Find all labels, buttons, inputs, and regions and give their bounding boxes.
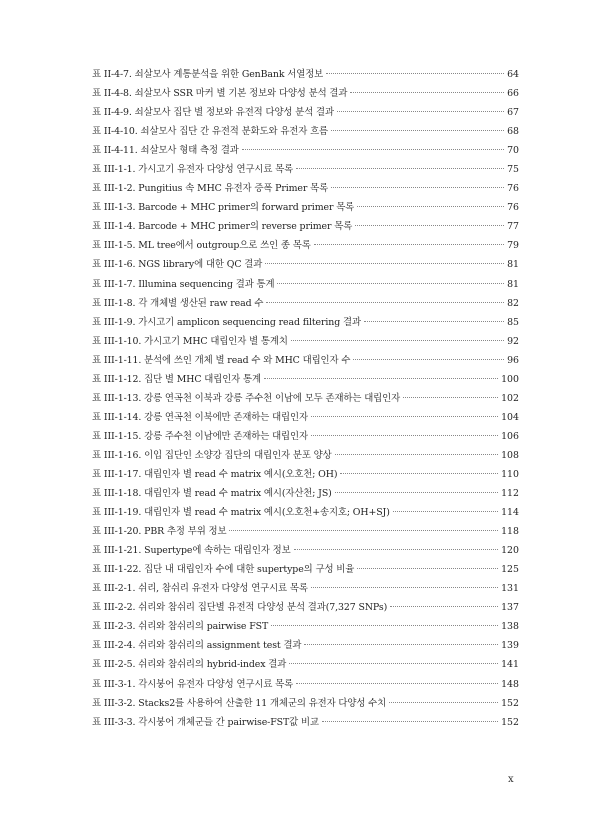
page-number: x: [508, 774, 514, 785]
toc-entry[interactable]: [92, 218, 519, 237]
toc-entry-label: 표 III-1-6. NGS library에 대한 QC 결과: [92, 259, 263, 271]
toc-entry-label: 표 III-1-20. PBR 추정 부위 정보: [92, 526, 227, 538]
toc-entry-page: 81: [507, 259, 519, 271]
dot-leader: [296, 168, 504, 169]
toc-entry[interactable]: [92, 352, 519, 371]
dot-leader: [331, 130, 504, 131]
toc-entry[interactable]: [92, 199, 519, 218]
toc-entry[interactable]: [92, 656, 519, 675]
toc-entry-page: 81: [507, 278, 519, 290]
toc-entry[interactable]: [92, 561, 519, 580]
toc-entry[interactable]: [92, 504, 519, 523]
toc-entry-label: 표 III-1-9. 가시고기 amplicon sequencing read filtering 결과: [92, 316, 361, 328]
dot-leader: [304, 644, 498, 645]
toc-entry-label: 표 III-3-2. Stacks2를 사용하여 산출한 11 개체군의 유전자 다양성 수치: [92, 697, 387, 709]
toc-entry-label: 표 III-1-3. Barcode + MHC primer의 forward primer 목록: [92, 202, 355, 214]
toc-entry-page: 106: [501, 430, 519, 442]
dot-leader: [242, 149, 504, 150]
toc-entry-page: 100: [501, 373, 519, 385]
toc-entry[interactable]: [92, 142, 519, 161]
toc-entry[interactable]: [92, 714, 519, 733]
toc-entry-page: 110: [501, 468, 519, 480]
toc-entry[interactable]: [92, 390, 519, 409]
dot-leader: [314, 244, 504, 245]
toc-entry-page: 152: [501, 697, 519, 709]
toc-entry-label: 표 III-1-21. Supertype에 속하는 대립인자 정보: [92, 545, 291, 557]
toc-entry-label: 표 III-1-13. 강릉 연곡천 이북과 강릉 주수천 이남에 모두 존재하는 대립인자: [92, 392, 401, 404]
dot-leader: [389, 702, 498, 703]
toc-entry[interactable]: [92, 695, 519, 714]
toc-entry-label: 표 III-1-8. 각 개체별 생산된 raw read 수: [92, 297, 264, 309]
toc-entry[interactable]: [92, 676, 519, 695]
toc-entry[interactable]: [92, 161, 519, 180]
toc-entry[interactable]: [92, 237, 519, 256]
dot-leader: [335, 492, 498, 493]
toc-entry-label: 표 III-2-1. 쉬리, 참쉬리 유전자 다양성 연구시료 목록: [92, 583, 308, 595]
dot-leader: [403, 397, 498, 398]
dot-leader: [291, 340, 504, 341]
toc-entry-label: 표 II-4-11. 쇠살모사 형태 측정 결과: [92, 145, 239, 157]
dot-leader: [277, 283, 504, 284]
dot-leader: [337, 111, 504, 112]
toc-entry-page: 104: [501, 411, 519, 423]
toc-entry-page: 108: [501, 449, 519, 461]
toc-entry-label: 표 III-1-19. 대립인자 별 read 수 matrix 예시(오호천+송지호; OH+SJ): [92, 507, 390, 519]
toc-entry-page: 76: [507, 183, 519, 195]
toc-entry[interactable]: [92, 637, 519, 656]
dot-leader: [331, 187, 504, 188]
toc-entry-label: 표 III-1-17. 대립인자 별 read 수 matrix 예시(오호천; OH): [92, 468, 338, 480]
toc-entry-label: 표 III-2-4. 쉬리와 참쉬리의 assignment test 결과: [92, 640, 302, 652]
toc-entry-label: 표 II-4-7. 쇠살모사 계통분석을 위한 GenBank 서열정보: [92, 69, 324, 80]
toc-entry[interactable]: [92, 599, 519, 618]
table-of-tables: [92, 66, 519, 733]
dot-leader: [364, 321, 504, 322]
toc-entry-label: 표 III-1-5. ML tree에서 outgroup으로 쓰인 종 목록: [92, 240, 311, 252]
dot-leader: [294, 549, 499, 550]
toc-entry-page: 125: [501, 564, 519, 576]
toc-entry[interactable]: [92, 333, 519, 352]
toc-entry[interactable]: [92, 104, 519, 123]
toc-entry-label: 표 III-2-5. 쉬리와 참쉬리의 hybrid-index 결과: [92, 659, 287, 671]
toc-entry[interactable]: [92, 580, 519, 599]
toc-entry-page: 118: [501, 526, 519, 538]
toc-entry-label: 표 III-1-14. 강릉 연곡천 이북에만 존재하는 대립인자: [92, 411, 308, 423]
toc-entry-page: 120: [501, 545, 519, 557]
toc-entry-label: 표 III-1-16. 이입 집단인 소양강 집단의 대립인자 분포 양상: [92, 449, 332, 461]
toc-entry-label: 표 III-2-2. 쉬리와 참쉬리 집단별 유전적 다양성 분석 결과(7,327 SNPs): [92, 602, 388, 614]
toc-entry-page: 148: [501, 678, 519, 690]
toc-entry-page: 70: [507, 145, 519, 157]
toc-entry-page: 102: [501, 392, 519, 404]
toc-entry-page: 76: [507, 202, 519, 214]
dot-leader: [296, 683, 498, 684]
toc-entry-label: 표 III-1-18. 대립인자 별 read 수 matrix 예시(자산천; JS): [92, 488, 332, 500]
toc-entry[interactable]: [92, 447, 519, 466]
dot-leader: [265, 263, 504, 264]
toc-entry-label: 표 III-1-11. 분석에 쓰인 개체 별 read 수 와 MHC 대립인자 수: [92, 354, 351, 366]
toc-entry-page: 67: [507, 107, 519, 119]
dot-leader: [311, 587, 498, 588]
dot-leader: [311, 435, 498, 436]
toc-entry[interactable]: [92, 409, 519, 428]
toc-entry[interactable]: [92, 314, 519, 333]
toc-entry-page: 82: [507, 297, 519, 309]
toc-entry-page: 137: [501, 602, 519, 614]
dot-leader: [326, 73, 504, 74]
toc-entry-label: 표 II-4-8. 쇠살모사 SSR 마커 별 기본 정보와 다양성 분석 결과: [92, 88, 348, 100]
toc-entry-page: 114: [501, 507, 519, 519]
toc-entry-label: 표 III-1-10. 가시고기 MHC 대립인자 별 통계치: [92, 335, 288, 347]
toc-entry[interactable]: [92, 523, 519, 542]
toc-entry-label: 표 III-1-2. Pungitius 속 MHC 유전자 증폭 Primer 목록: [92, 183, 329, 195]
toc-entry[interactable]: [92, 276, 519, 295]
dot-leader: [393, 511, 498, 512]
toc-entry-label: 표 III-1-12. 집단 별 MHC 대립인자 통계: [92, 373, 261, 385]
toc-entry-label: 표 III-2-3. 쉬리와 참쉬리의 pairwise FST: [92, 621, 269, 633]
toc-entry-label: 표 III-1-4. Barcode + MHC primer의 reverse primer 목록: [92, 221, 353, 233]
dot-leader: [322, 721, 498, 722]
dot-leader: [335, 454, 499, 455]
dot-leader: [229, 530, 498, 531]
toc-entry-page: 85: [507, 316, 519, 328]
dot-leader: [353, 359, 504, 360]
toc-entry-page: 68: [507, 126, 519, 138]
toc-entry[interactable]: [92, 371, 519, 390]
toc-entry-label: 표 III-3-1. 각시붕어 유전자 다양성 연구시료 목록: [92, 678, 294, 690]
toc-entry-page: 66: [507, 88, 519, 100]
toc-entry[interactable]: [92, 256, 519, 275]
toc-entry-page: 139: [501, 640, 519, 652]
dot-leader: [340, 473, 498, 474]
toc-entry[interactable]: [92, 66, 519, 85]
toc-entry-label: 표 III-1-1. 가시고기 유전자 다양성 연구시료 목록: [92, 164, 294, 176]
toc-entry-label: 표 III-1-15. 강릉 주수천 이남에만 존재하는 대립인자: [92, 430, 308, 442]
toc-entry-page: 138: [501, 621, 519, 633]
toc-entry-label: 표 II-4-10. 쇠살모사 집단 간 유전적 분화도와 유전자 흐름: [92, 126, 328, 138]
toc-entry[interactable]: [92, 180, 519, 199]
toc-entry-label: 표 II-4-9. 쇠살모사 집단 별 정보와 유전적 다양성 분석 결과: [92, 107, 334, 119]
toc-entry-page: 92: [507, 335, 519, 347]
toc-entry-label: 표 III-3-3. 각시붕어 개체군들 간 pairwise-FST값 비교: [92, 716, 319, 728]
toc-entry-page: 79: [507, 240, 519, 252]
toc-entry-label: 표 III-1-22. 집단 내 대립인자 수에 대한 supertype의 구성 비율: [92, 564, 355, 576]
toc-entry[interactable]: [92, 85, 519, 104]
dot-leader: [271, 625, 498, 626]
toc-entry-page: 141: [501, 659, 519, 671]
dot-leader: [357, 206, 504, 207]
dot-leader: [266, 302, 504, 303]
dot-leader: [289, 663, 498, 664]
toc-entry-label: 표 III-1-7. Illumina sequencing 결과 통계: [92, 278, 275, 290]
dot-leader: [350, 92, 504, 93]
toc-entry-page: 131: [501, 583, 519, 595]
toc-entry-page: 77: [507, 221, 519, 233]
toc-entry[interactable]: [92, 542, 519, 561]
toc-entry[interactable]: [92, 428, 519, 447]
dot-leader: [311, 416, 498, 417]
dot-leader: [357, 568, 498, 569]
toc-entry[interactable]: [92, 295, 519, 314]
toc-entry[interactable]: [92, 618, 519, 637]
toc-entry-page: 112: [501, 488, 519, 500]
dot-leader: [355, 225, 504, 226]
dot-leader: [390, 606, 498, 607]
toc-entry-page: 64: [507, 69, 519, 80]
toc-entry[interactable]: [92, 485, 519, 504]
toc-entry[interactable]: [92, 466, 519, 485]
toc-entry-page: 152: [501, 716, 519, 728]
toc-entry-page: 75: [507, 164, 519, 176]
toc-entry-page: 96: [507, 354, 519, 366]
toc-entry[interactable]: [92, 123, 519, 142]
dot-leader: [264, 378, 498, 379]
